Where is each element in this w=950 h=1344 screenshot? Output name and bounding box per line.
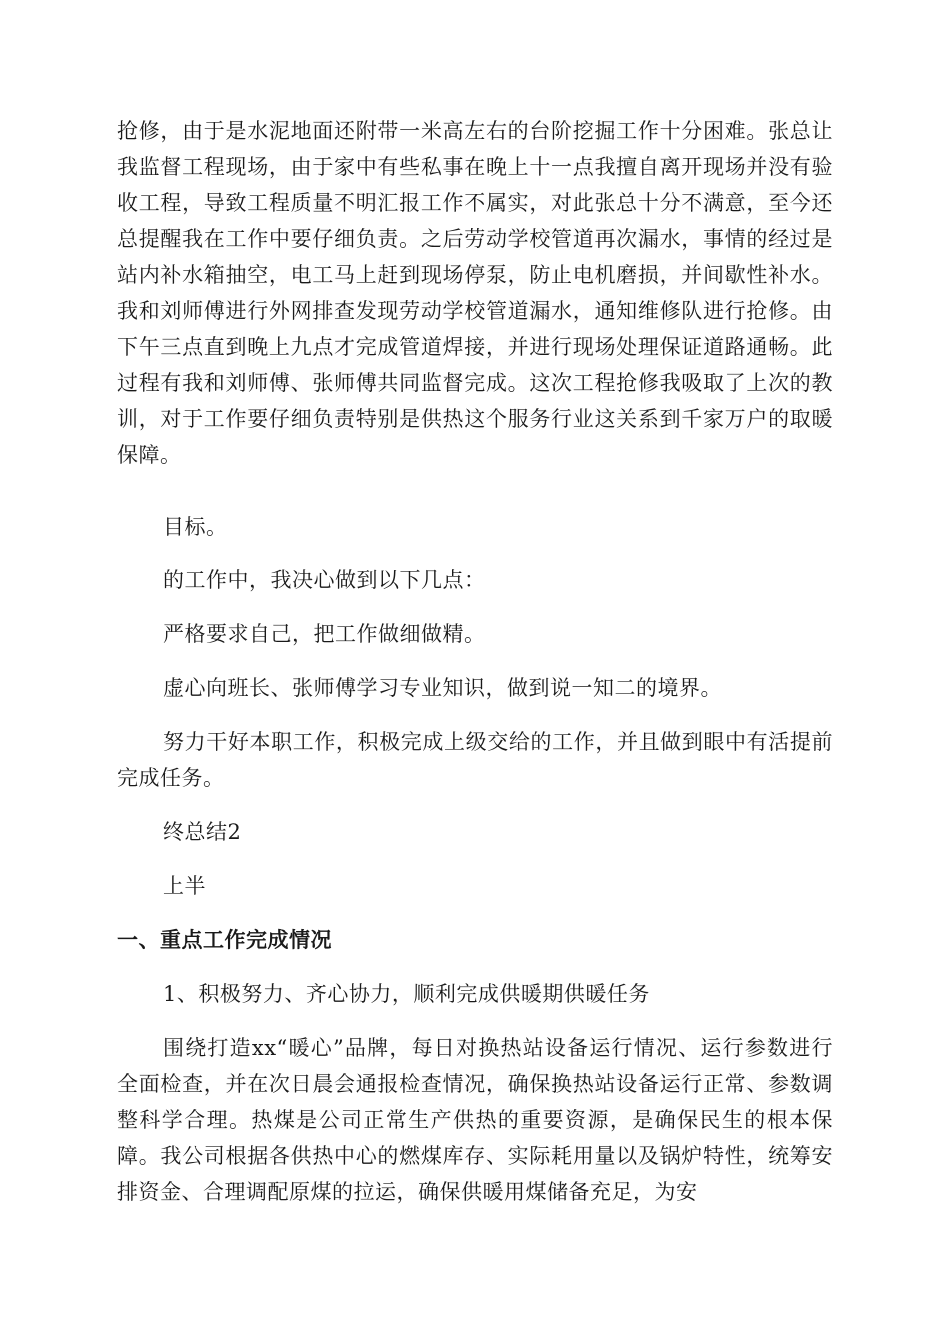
section-label-summary-2: 终总结2	[163, 820, 242, 844]
paragraph-resolution-intro: 的工作中，我决心做到以下几点：	[163, 568, 486, 592]
section-label-first-half: 上半	[163, 874, 206, 898]
heading-key-work: 一、重点工作完成情况	[117, 928, 332, 952]
paragraph-repair-account: 抢修，由于是水泥地面还附带一米高左右的台阶挖掘工作十分困难。张总让我监督工程现场，由于家中有些私事在晚上十一点我擅自离开现场并没有验收工程，导致工程质量不明汇报工作不属实，对此张总十分不满意，至今还总提醒我在工作中要仔细负责。之后劳动学校管道再次漏水，事情的经过是站内补水箱抽空，电工马上赶到现场停泵，防止电机磨损，并间歇性补水。我和刘师傅进行外网排查发现劳动学校管道漏水，通知维修队进行抢修。由下午三点直到晚上九点才完成管道焊接，并进行现场处理保证道路通畅。此过程有我和刘师傅、张师傅共同监督完成。这次工程抢修我吸取了上次的教训，对于工作要仔细负责特别是供热这个服务行业这关系到千家万户的取暖保障。	[117, 119, 833, 467]
subheading-heating-task: 1、积极努力、齐心协力，顺利完成供暖期供暖任务	[163, 982, 650, 1006]
paragraph-point-strict: 严格要求自己，把工作做细做精。	[163, 622, 486, 646]
paragraph-heating-details: 围绕打造xx“暖心”品牌，每日对换热站设备运行情况、运行参数进行全面检查，并在次日晨会通报检查情况，确保换热站设备运行正常、参数调整科学合理。热煤是公司正常生产供热的重要资源，是确保民生的根本保障。我公司根据各供热中心的燃煤库存、实际耗用量以及锅炉特性，统筹安排资金、合理调配原煤的拉运，确保供暖用煤储备充足，为安	[117, 1036, 833, 1204]
paragraph-goal: 目标。	[163, 515, 228, 539]
paragraph-point-duty: 努力干好本职工作，积极完成上级交给的工作，并且做到眼中有活提前完成任务。	[117, 730, 833, 790]
paragraph-point-learn: 虚心向班长、张师傅学习专业知识，做到说一知二的境界。	[163, 676, 722, 700]
